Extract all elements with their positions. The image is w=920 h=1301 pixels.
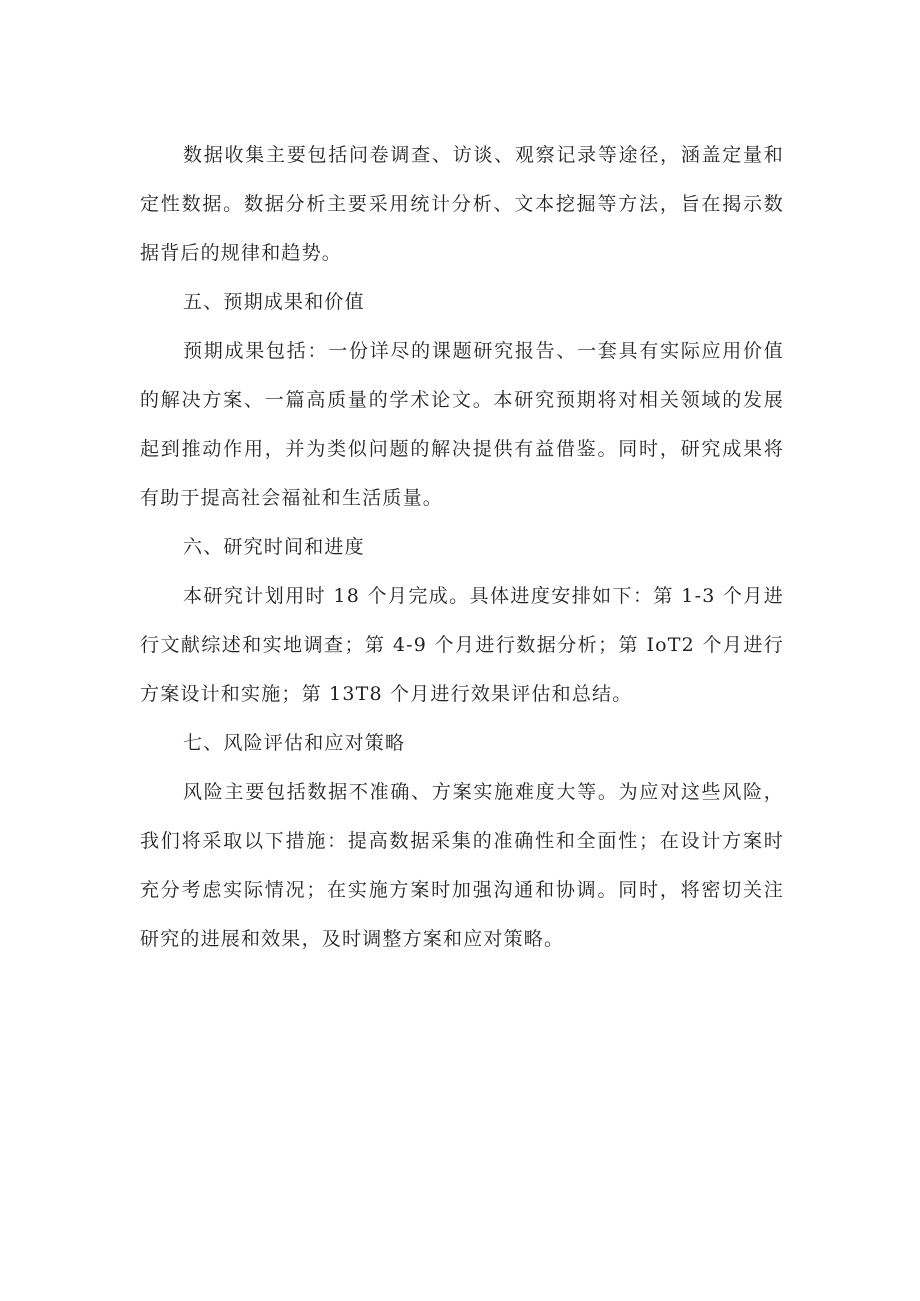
section-heading-risk: 七、风险评估和应对策略 <box>183 732 406 754</box>
paragraph-data-collection: 数据收集主要包括问卷调查、访谈、观察记录等途径，涵盖定量和定性数据。数据分析主要采用统计分析、文本挖掘等方法，旨在揭示数据背后的规律和趋势。 <box>140 144 784 264</box>
paragraph-risk: 风险主要包括数据不准确、方案实施难度大等。为应对这些风险，我们将采取以下措施：提高数据采集的准确性和全面性；在设计方案时充分考虑实际情况；在实施方案时加强沟通和协调。同时，将密切关注研究的进展和效果，及时调整方案和应对策略。 <box>140 781 784 950</box>
paragraph-expected-results: 预期成果包括：一份详尽的课题研究报告、一套具有实际应用价值的解决方案、一篇高质量的学术论文。本研究预期将对相关领域的发展起到推动作用，并为类似问题的解决提供有益借鉴。同时，研究成果将有助于提高社会福祉和生活质量。 <box>140 340 784 509</box>
paragraph-schedule: 本研究计划用时 18 个月完成。具体进度安排如下：第 1-3 个月进行文献综述和实地调查；第 4-9 个月进行数据分析；第 IoT2 个月进行方案设计和实施；第 13T8 个月进行效果评估和总结。 <box>140 585 784 705</box>
document-body <box>140 131 784 964</box>
section-heading-schedule: 六、研究时间和进度 <box>183 536 365 558</box>
section-heading-expected-results: 五、预期成果和价值 <box>183 291 365 313</box>
